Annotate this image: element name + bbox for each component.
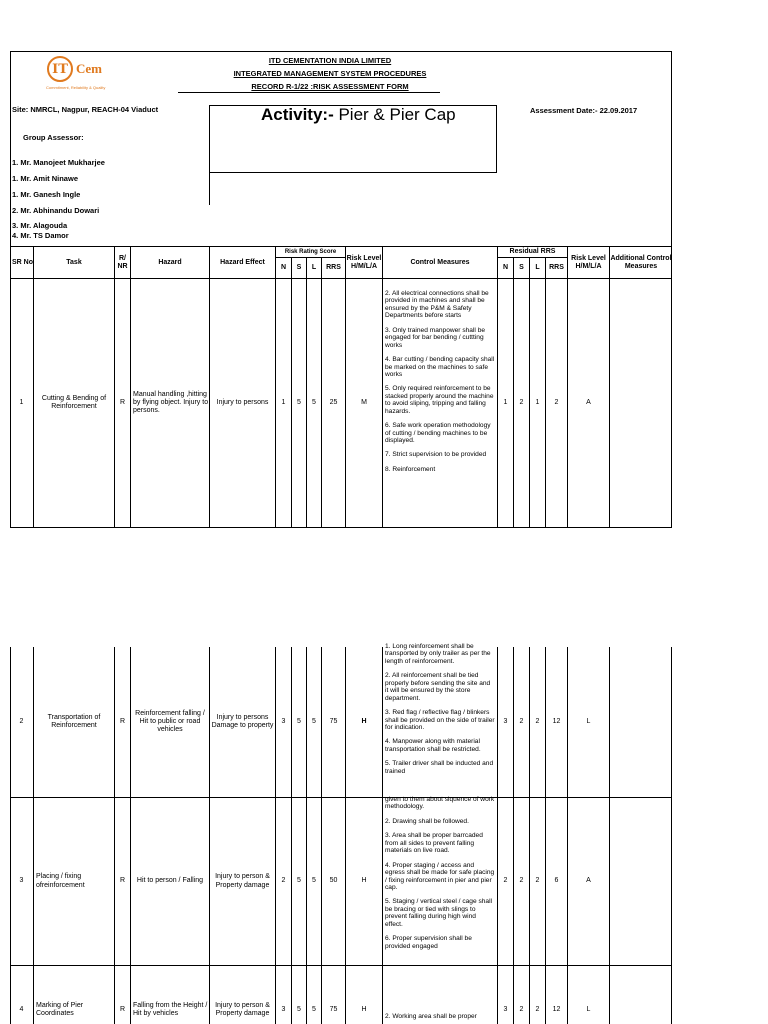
- row4-sr: 4: [19, 1005, 24, 1013]
- assessor-2: 1. Mr. Amit Ninawe: [12, 174, 78, 183]
- row2-s: 5: [297, 717, 301, 725]
- row3-rrs: 50: [329, 877, 338, 885]
- control-item: 2. Working area shall be proper: [385, 1013, 477, 1020]
- header-residual: Residual RRS: [509, 248, 556, 256]
- row2-task: Transportation of Reinforcement: [47, 713, 101, 729]
- control-item: 3. Red flag / reflective flag / blinkers shall be provided on the side of trailer for indication.: [385, 709, 495, 731]
- row2-res-l: 2: [535, 717, 540, 725]
- row1-res-n: 1: [503, 398, 508, 406]
- row1-control-measures: [383, 290, 497, 527]
- header-s: S: [296, 264, 302, 272]
- company-logo: [47, 56, 102, 82]
- header-rnr: R/ NR: [117, 254, 128, 270]
- row3-res-l: 2: [535, 877, 540, 885]
- record-title: RECORD R-1/22 :RISK ASSESSMENT FORM: [251, 82, 409, 91]
- header-risk-level: Risk Level H/M/L/A: [346, 254, 382, 270]
- control-item: 5. Staging / vertical steel / cage shall be bracing or tied with slings to prevent falling during high wind effect.: [385, 898, 493, 928]
- control-item: 5. Only required reinforcement to be stacked properly around the machine to avoid sliping, tripping and falling hazards.: [385, 385, 494, 415]
- company-name: ITD CEMENTATION INDIA LIMITED: [268, 56, 392, 65]
- row3-res-level: A: [586, 877, 591, 885]
- row2-sr: 2: [19, 717, 24, 725]
- row4-res-l: 2: [535, 1005, 540, 1013]
- assessor-6: 4. Mr. TS Damor: [12, 231, 69, 240]
- col-line: [609, 647, 610, 1024]
- row1-res-level: A: [586, 398, 591, 406]
- row1-hazard: Manual handling ,hitting by flying object. Injury to persons.: [133, 390, 209, 415]
- row2-n: 3: [281, 717, 286, 725]
- control-item: given to them about siquence of work methodology.: [385, 796, 495, 811]
- col-line: [671, 647, 672, 1024]
- control-item: 2. Drawing shall be followed.: [385, 817, 469, 825]
- control-item: 3. Area shall be proper barrcaded from all sides to prevent falling materials on live road.: [385, 832, 483, 855]
- logo-circle-icon: [47, 56, 73, 82]
- header-res-s: S: [519, 264, 524, 272]
- control-item: 5. Trailer driver shall be inducted and trained: [385, 760, 494, 775]
- activity-label: Activity:-: [261, 105, 334, 124]
- row2-control-measures: [383, 643, 497, 797]
- col-line: [609, 246, 610, 527]
- title-underline: [178, 92, 440, 93]
- control-item: 1. Long reinforcement shall be transported by only trailer as per the length of reinforcement.: [385, 643, 491, 665]
- row3-effect: Injury to person & Property damage: [215, 873, 270, 889]
- row2-hazard: Reinforcement falling / Hit to public or road vehicles: [135, 709, 205, 734]
- header-control-measures: Control Measures: [410, 258, 470, 266]
- row3-res-n: 2: [503, 877, 508, 885]
- row1-rrs: 25: [329, 398, 338, 406]
- control-item: 7. Strict supervision to be provided: [385, 451, 487, 459]
- header-additional: Additional Control Measures: [610, 254, 672, 270]
- header-n: N: [280, 264, 287, 272]
- control-item: 8. Reinforcement: [385, 465, 436, 473]
- row4-res-rrs: 12: [552, 1005, 561, 1013]
- row1-res-rrs: 2: [554, 398, 559, 406]
- header-sr: SR No: [12, 258, 33, 266]
- row4-res-s: 2: [519, 1005, 524, 1013]
- row3-risk-level: H: [361, 877, 367, 885]
- row1-l: 5: [312, 398, 316, 406]
- row2-rrs: 75: [329, 717, 338, 725]
- header-res-risk-level: Risk Level H/M/L/A: [571, 254, 606, 270]
- row1-s: 5: [297, 398, 301, 406]
- row4-task: Marking of Pier Coordinates: [36, 1001, 84, 1017]
- control-item: 3. Only trained manpower shall be engaged for bar bending / cuttting works: [385, 326, 486, 349]
- row2-res-s: 2: [519, 717, 524, 725]
- row4-res-level: L: [586, 1005, 591, 1013]
- control-item: 6. Safe work operation methodology of cutting / bending machines to be displayed.: [385, 422, 491, 444]
- assessor-4: 2. Mr. Abhinandu Dowari: [12, 206, 100, 215]
- row4-l: 5: [312, 1005, 316, 1013]
- row1-sr: 1: [19, 398, 24, 406]
- header-hazard-effect: Hazard Effect: [220, 258, 265, 266]
- row4-n: 3: [281, 1005, 286, 1013]
- assessor-1: 1. Mr. Manojeet Mukharjee: [12, 158, 105, 167]
- header-res-l: L: [535, 264, 540, 272]
- control-item: 4. Proper staging / access and egress shall be made for safe placing / fixing reinforcement in pier and pier cap.: [385, 861, 495, 891]
- assessor-3: 1. Mr. Ganesh Ingle: [12, 190, 81, 199]
- header-res-rrs: RRS: [549, 264, 564, 272]
- row4-rnr: R: [119, 1005, 126, 1013]
- header-risk-rating: Risk Rating Score: [284, 248, 337, 255]
- row2-effect: Injury to persons Damage to property: [211, 713, 274, 729]
- row1-n: 1: [281, 398, 286, 406]
- row1-effect: Injury to persons: [216, 398, 269, 406]
- procedure-title: INTEGRATED MANAGEMENT SYSTEM PROCEDURES: [233, 69, 427, 78]
- row1-res-l: 1: [535, 398, 540, 406]
- control-item: 2. All reinforcement shall be tied properly before sending the site and it will be ensured by the store department.: [385, 672, 491, 702]
- row2-res-rrs: 12: [552, 717, 561, 725]
- row2-l: 5: [312, 717, 316, 725]
- row1-res-s: 2: [519, 398, 524, 406]
- row4-risk-level: H: [361, 1005, 367, 1013]
- row3-sr: 3: [19, 877, 24, 885]
- row2-res-n: 3: [503, 717, 508, 725]
- logo-tagline: Commitment, Reliability & Quality: [46, 85, 106, 90]
- logo-text: Cem: [76, 61, 102, 76]
- logo-letter: IT: [52, 61, 68, 77]
- row3-task: Placing / fixing ofreinforcement: [36, 873, 85, 889]
- header-task: Task: [66, 258, 82, 266]
- row3-l: 5: [312, 877, 316, 885]
- row3-res-s: 2: [519, 877, 524, 885]
- group-assessor-label: Group Assessor:: [23, 133, 84, 142]
- row4-s: 5: [297, 1005, 301, 1013]
- row3-hazard: Hit to person / Falling: [136, 877, 204, 885]
- control-item: 6. Proper supervision shall be provided engaged: [385, 935, 472, 950]
- site-label: Site: NMRCL, Nagpur, REACH-04 Viaduct: [12, 105, 159, 114]
- row3-res-rrs: 6: [554, 877, 559, 885]
- row4-effect: Injury to person & Property damage: [215, 1001, 270, 1017]
- header-hazard: Hazard: [158, 258, 182, 266]
- row3-s: 5: [297, 877, 301, 885]
- row1-rnr: R: [119, 398, 126, 406]
- assessor-5: 3. Mr. Alagouda: [12, 221, 68, 230]
- control-item: 4. Bar cutting / bending capacity shall be marked on the machines to safe works: [385, 356, 495, 378]
- header-res-n: N: [502, 264, 509, 272]
- row3-control-measures: [383, 796, 497, 965]
- row4-control-measures: [383, 1013, 497, 1024]
- row4-rrs: 75: [329, 1005, 338, 1013]
- row2-rnr: R: [119, 717, 126, 725]
- control-item: 4. Manpower along with material transportation shall be restricted.: [385, 738, 481, 753]
- activity-value: Pier & Pier Cap: [333, 105, 456, 124]
- row4-res-n: 3: [503, 1005, 508, 1013]
- assessment-date: Assessment Date:- 22.09.2017: [530, 106, 638, 115]
- activity-divider: [209, 173, 210, 205]
- row4-hazard: Falling from the Height / Hit by vehicles: [133, 1001, 208, 1017]
- row2-risk-level: H: [361, 717, 367, 725]
- control-item: 2. All electrical connections shall be provided in machines and shall be ensured by the P&M & Safety Departments before starts: [385, 290, 489, 320]
- row3-rnr: R: [119, 877, 126, 885]
- row2-res-level: L: [586, 717, 591, 725]
- header-rrs: RRS: [326, 264, 341, 272]
- header-l: L: [311, 264, 317, 272]
- activity-title: [261, 105, 456, 125]
- row3-n: 2: [281, 877, 286, 885]
- row1-task: Cutting & Bending of Reinforcement: [41, 394, 107, 410]
- row1-risk-level: M: [361, 398, 367, 406]
